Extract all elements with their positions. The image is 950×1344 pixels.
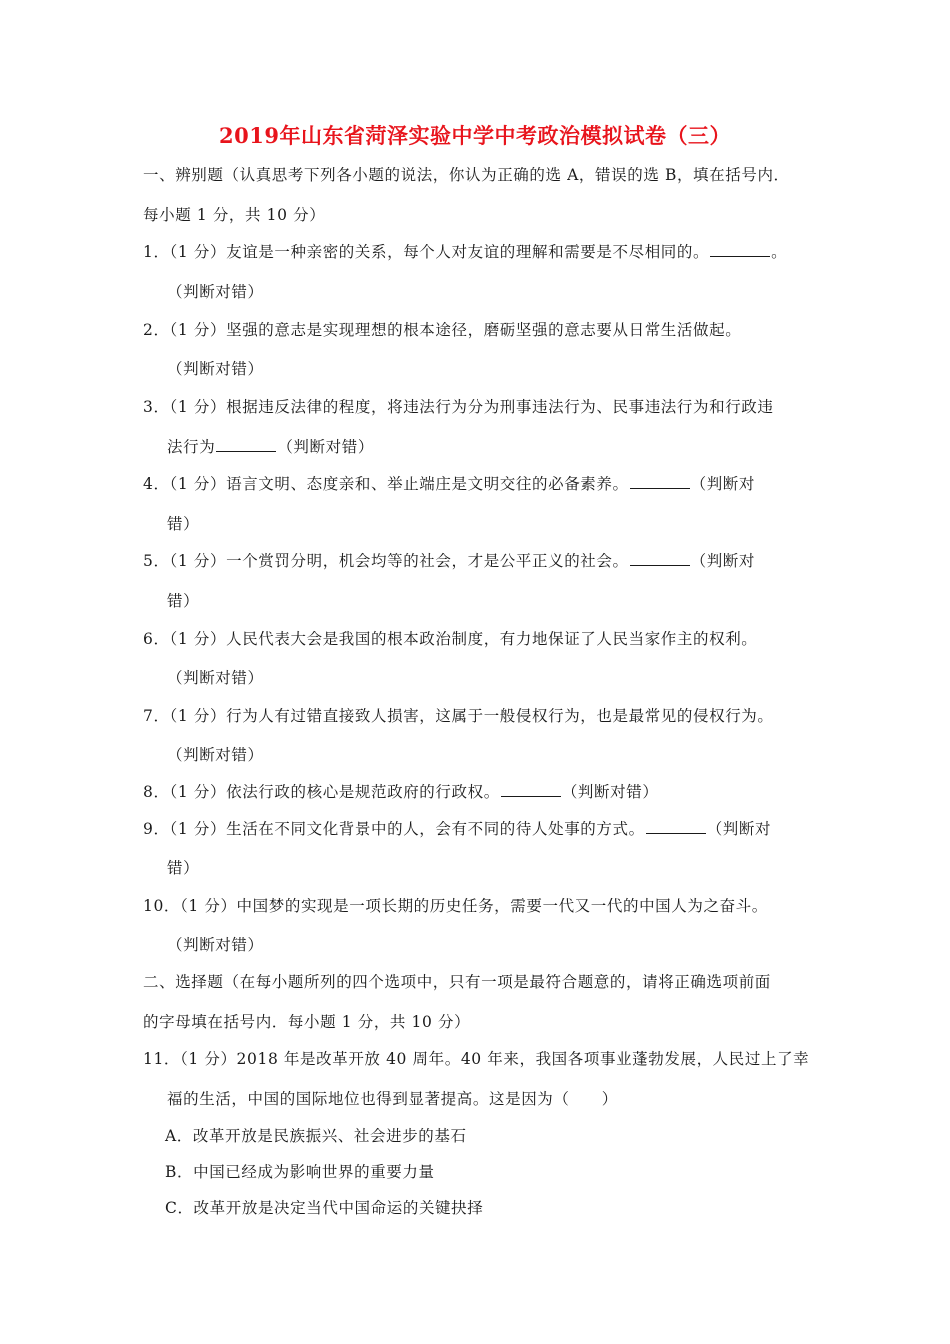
question-1-judge: （判断对错） bbox=[167, 283, 264, 301]
question-6: 6．（1 分）人民代表大会是我国的根本政治制度，有力地保证了人民当家作主的权利。 bbox=[143, 630, 758, 648]
question-8-text: 8．（1 分）依法行政的核心是规范政府的行政权。 bbox=[143, 783, 500, 801]
question-2-judge: （判断对错） bbox=[167, 360, 264, 378]
question-2: 2．（1 分）坚强的意志是实现理想的根本途径，磨砺坚强的意志要从日常生活做起。 bbox=[143, 321, 742, 339]
question-1 bbox=[143, 241, 787, 263]
question-10-judge: （判断对错） bbox=[167, 936, 264, 954]
question-8-judge: （判断对错） bbox=[561, 783, 659, 801]
question-8 bbox=[143, 781, 658, 803]
question-7-judge: （判断对错） bbox=[167, 746, 264, 764]
question-3-line2 bbox=[167, 436, 374, 458]
question-9 bbox=[143, 818, 771, 840]
question-10: 10．（1 分）中国梦的实现是一项长期的历史任务，需要一代又一代的中国人为之奋斗。 bbox=[143, 897, 768, 915]
question-9-text: 9．（1 分）生活在不同文化背景中的人，会有不同的待人处事的方式。 bbox=[143, 820, 645, 838]
question-4 bbox=[143, 473, 755, 495]
section1-heading-line1: 一、辨别题（认真思考下列各小题的说法，你认为正确的选 A，错误的选 B，填在括号内． bbox=[143, 166, 790, 184]
question-4-text: 4．（1 分）语言文明、态度亲和、举止端庄是文明交往的必备素养。 bbox=[143, 475, 629, 493]
option-a: A．改革开放是民族振兴、社会进步的基石 bbox=[165, 1127, 467, 1145]
question-5-line2: 错） bbox=[167, 592, 200, 610]
answer-blank[interactable] bbox=[710, 242, 770, 257]
question-4-judge: （判断对 bbox=[690, 475, 756, 493]
question-3-judge: （判断对错） bbox=[277, 438, 374, 456]
question-11: 11．（1 分）2018 年是改革开放 40 周年。40 年来，我国各项事业蓬勃发展，人民过上了幸 bbox=[143, 1050, 810, 1068]
question-5-judge: （判断对 bbox=[690, 552, 756, 570]
section2-heading-line2: 的字母填在括号内．每小题 1 分，共 10 分） bbox=[143, 1013, 471, 1031]
section1-heading-line2: 每小题 1 分，共 10 分） bbox=[143, 206, 326, 224]
question-11-line2: 福的生活，中国的国际地位也得到显著提高。这是因为（ ） bbox=[167, 1090, 618, 1108]
answer-blank[interactable] bbox=[646, 819, 706, 834]
question-5 bbox=[143, 550, 755, 572]
question-5-text: 5．（1 分）一个赏罚分明，机会均等的社会，才是公平正义的社会。 bbox=[143, 552, 629, 570]
option-b: B．中国已经成为影响世界的重要力量 bbox=[165, 1163, 435, 1181]
question-3-text2: 法行为 bbox=[167, 438, 216, 456]
answer-blank[interactable] bbox=[630, 551, 690, 566]
section2-heading-line1: 二、选择题（在每小题所列的四个选项中，只有一项是最符合题意的，请将正确选项前面 bbox=[143, 973, 771, 991]
question-1-end: 。 bbox=[771, 243, 788, 261]
answer-blank[interactable] bbox=[216, 437, 276, 452]
answer-blank[interactable] bbox=[630, 474, 690, 489]
option-c: C．改革开放是决定当代中国命运的关键抉择 bbox=[165, 1199, 484, 1217]
question-3: 3．（1 分）根据违反法律的程度，将违法行为分为刑事违法行为、民事违法行为和行政违 bbox=[143, 398, 774, 416]
question-6-judge: （判断对错） bbox=[167, 669, 264, 687]
page-title: 2019年山东省菏泽实验中学中考政治模拟试卷（三） bbox=[219, 123, 731, 148]
question-9-line2: 错） bbox=[167, 859, 200, 877]
question-7: 7．（1 分）行为人有过错直接致人损害，这属于一般侵权行为，也是最常见的侵权行为。 bbox=[143, 707, 774, 725]
question-1-text: 1．（1 分）友谊是一种亲密的关系，每个人对友谊的理解和需要是不尽相同的。 bbox=[143, 243, 710, 261]
question-4-line2: 错） bbox=[167, 515, 200, 533]
answer-blank[interactable] bbox=[501, 782, 561, 797]
question-9-judge: （判断对 bbox=[706, 820, 772, 838]
